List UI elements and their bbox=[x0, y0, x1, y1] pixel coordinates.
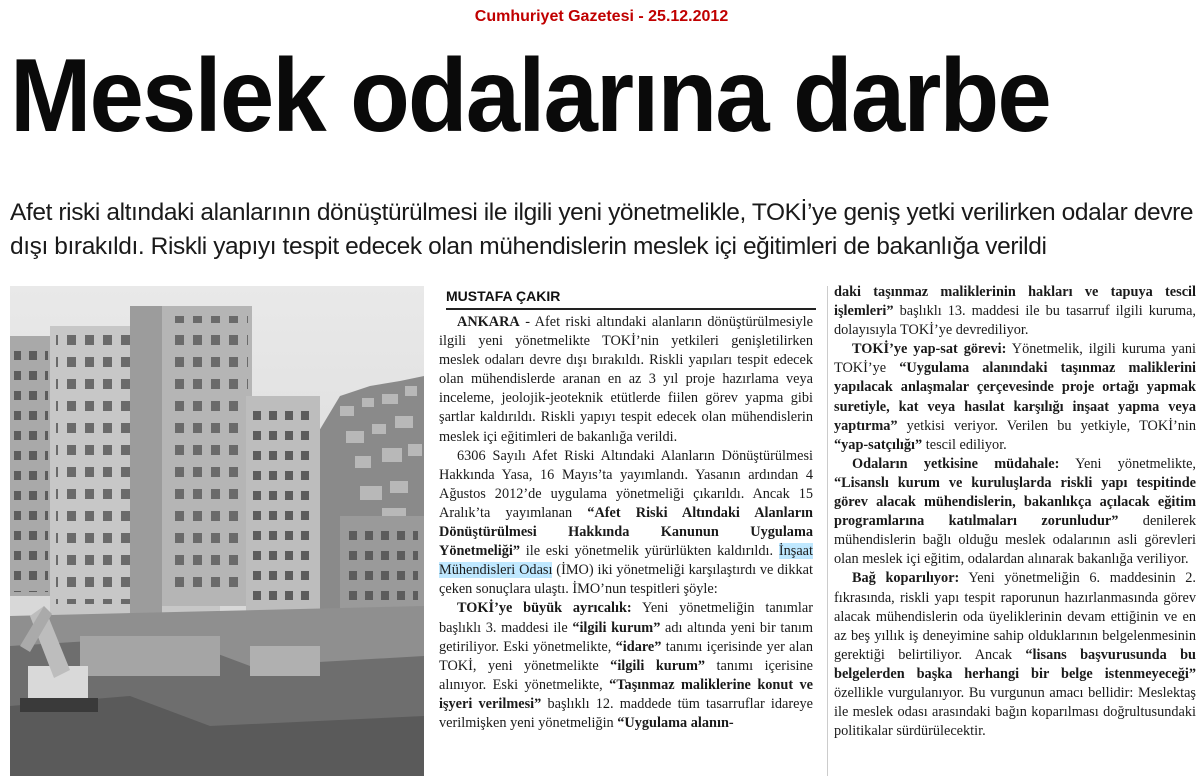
deck-summary: Afet riski altındaki alanlarının dönüştürülmesi ile ilgili yeni yönetmelikle, TOKİ’ye geniş yetki verilirken odalar devre dışı bırakıldı. Riskli yapıyı tespit edecek olan mühendislerin meslek içi eğitimleri de bakanlığa verildi bbox=[10, 199, 1194, 260]
subhead: Bağ koparılıyor: bbox=[852, 570, 960, 587]
subhead: Odaların yetkisine müdahale: bbox=[852, 455, 1060, 472]
article-column-1 bbox=[439, 313, 813, 733]
paragraph-yap-sat: TOKİ’ye yap-sat görevi: Yönetmelik, ilgili kuruma yani TOKİ’ye “Uygulama alanındaki taşınmaz maliklerini yapılacak anlaşmalar çerçevesinde proje ortağı yapmak suretiyle, kat veya hasılat karşılığı inşaat yapma veya yaptırma” yetkisi veriyor. Verilen bu yetkiyle, TOKİ’nin “yap-satçılığı” tescil ediliyor. bbox=[834, 341, 1196, 453]
news-photo bbox=[10, 286, 424, 776]
dateline: ANKARA bbox=[457, 314, 520, 330]
paragraph-odalar: Odaların yetkisine müdahale: Yeni yönetmelikte, “Lisanslı kurum ve kuruluşlarda riskli yapı tespitinde görev alacak mühendislerin, bakanlıkça açılacak eğitim programlarına katılmaları zorunludur” denilerek mühendislerin bağlı olduğu meslek odalarının asli görevleri olan meslek içi eğitim, odalardan alınarak bakanlığa veriliyor. bbox=[834, 455, 1196, 568]
construction-photo-image bbox=[10, 286, 424, 776]
highlighted-text: İnşaat Mühendisleri Odası bbox=[439, 543, 813, 579]
subhead: TOKİ’ye yap-sat görevi: bbox=[852, 341, 1007, 358]
source-line: Cumhuriyet Gazetesi - 25.12.2012 bbox=[474, 8, 729, 25]
paragraph-continued: daki taşınmaz maliklerinin hakları ve tapuya tescil işlemleri” başlıklı 13. maddesi ile bu tasarruf ilgili kuruma, dolayısıyla TOKİ’ye devrediliyor. bbox=[834, 284, 1196, 339]
paragraph-intro: ANKARA - Afet riski altındaki alanların dönüştürülmesiyle ilgili yeni yönetmelikte TOKİ’nin yetkileri genişletilirken meslek odaları devre dışı bırakıldı. Riskli yapıları tespit edecek olan mühendislerde aranan en az 3 yıl proje hazırlama veya inceleme, jeolojik-jeoteknik etütlerde fiilen görev yapma gibi şartlar kaldırıldı. Riskli yapıyı tespit edecek olan mühendislerin meslek içi eğitimleri de bakanlığa verildi. bbox=[439, 314, 813, 445]
byline: MUSTAFA ÇAKIR bbox=[446, 288, 816, 310]
column-divider bbox=[827, 286, 828, 776]
paragraph-bag: Bağ koparılıyor: Yeni yönetmeliğin 6. maddesinin 2. fıkrasında, riskli yapı tespit raporunun hazırlanmasında görev alacak mühendislerin oda üyeliklerinin devam ettiğinin ve en az beş yıllık iş deneyimine sahip olduklarının belgelenmesinin gerektiği belirtiliyor. Ancak “lisans başvurusunda bu belgelerden başka herhangi bir belge istenmeyeceği” özellikle vurgulanıyor. Bu vurgunun amacı bellidir: Meslektaş ile meslek odası arasındaki bağın koparılması doğrultusundaki politikalar sürdürülecektir. bbox=[834, 570, 1197, 740]
paragraph-toki-privilege: TOKİ’ye büyük ayrıcalık: Yeni yönetmeliğin tanımlar başlıklı 3. maddesi ile “ilgili kurum” adı altında yeni bir tanım getiriliyor. Eski yönetmelikte, “idare” tanımı içerisinde yer alan TOKİ, yeni yönetmelikte “ilgili kurum” tanımı içerisine alınıyor. Eski yönetmelikte, “Taşınmaz maliklerine konut ve işyeri verilmesi” başlıklı 12. maddede tüm tasarruflar idareye verilmişken yeni yönetmeliğin “Uygulama alanın- bbox=[439, 600, 814, 731]
paragraph-law: 6306 Sayılı Afet Riski Altındaki Alanların Dönüştürülmesi Hakkında Yasa, 16 Mayıs’ta yayımlandı. Yasanın ardından 4 Ağustos 2012’de uygulama yönetmeliği çıkarıldı. Ancak 15 Aralık’ta yayımlanan “Afet Riski Altındaki Alanların Dönüştürülmesi Hakkında Kanunun Uygulama Yönetmeliği” ile eski yönetmelik yürürlükten kaldırıldı. İnşaat Mühendisleri Odası (İMO) iki yönetmeliği karşılaştırdı ve dikkat çeken sonuçlara ulaştı. İMO’nun tespitleri şöyle: bbox=[439, 447, 813, 598]
subhead: TOKİ’ye büyük ayrıcalık: bbox=[457, 600, 632, 617]
article-column-2 bbox=[834, 283, 1196, 741]
headline: Meslek odalarına darbe bbox=[10, 38, 1050, 154]
